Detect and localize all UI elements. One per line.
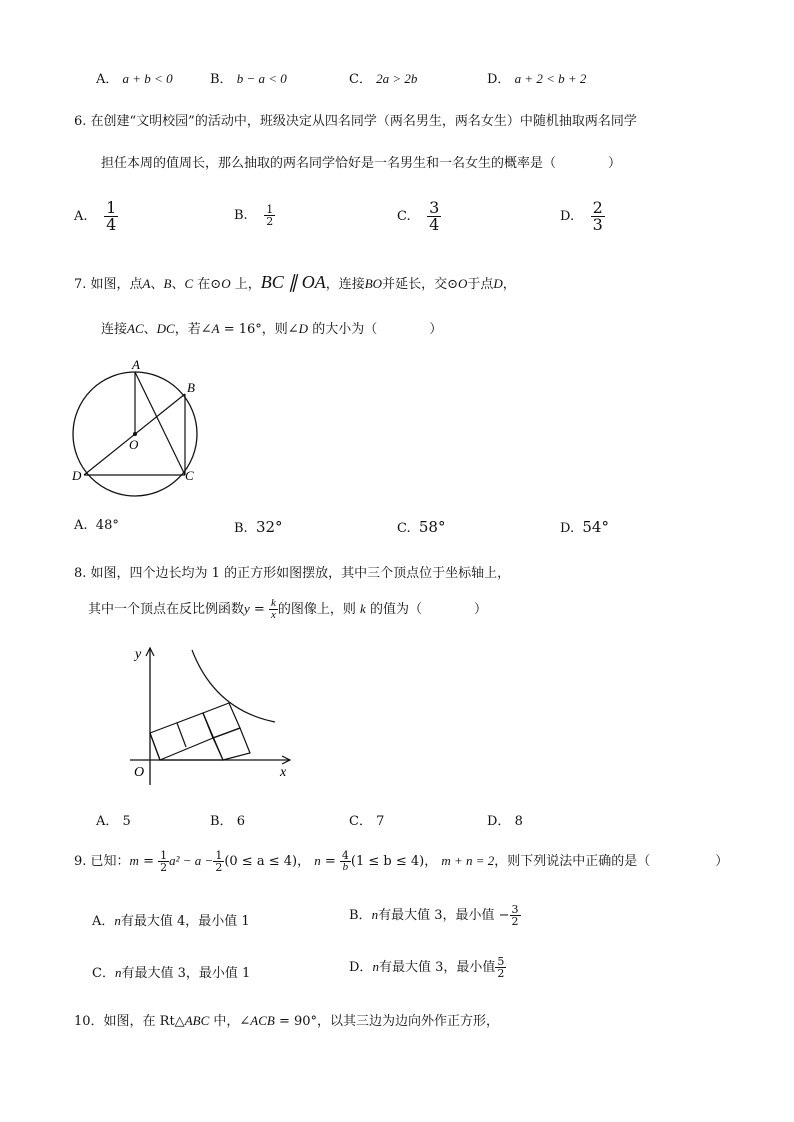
q8-stem-line2: 其中一个顶点在反比例函数y = $\frac{k}{x}$ 的图像上，则 k 的值为（ ）: [88, 597, 487, 621]
q9-option-a: A．n有最大值 4，最小值 1: [92, 913, 250, 929]
label-y: y: [135, 647, 142, 662]
center-dot: [133, 432, 137, 436]
q8-squares-figure: [120, 640, 300, 790]
q6-option-d: D. $\frac{2}{3}$: [560, 198, 603, 234]
square-bottom-right: [213, 728, 250, 760]
q8-option-d: D． 8: [487, 814, 523, 829]
square-edge: [160, 738, 213, 760]
q6-stem-line1: 6. 在创建“文明校园”的活动中，班级决定从四名同学（两名男生，两名女生）中随机抽取两名同学: [74, 114, 637, 129]
hyperbola: [192, 650, 275, 722]
label-o: O: [129, 437, 139, 452]
q5-option-d: D． a + 2 < b + 2: [487, 71, 587, 87]
q6-option-b: B. $\frac{1}{2}$: [234, 203, 274, 228]
segment-ac: [135, 372, 185, 475]
label-x: x: [280, 765, 287, 780]
q7-option-c: C. 58°: [397, 518, 446, 536]
label-b: B: [187, 380, 195, 395]
q8-stem-line1: 8. 如图，四个边长均为 1 的正方形如图摆放，其中三个顶点位于坐标轴上，: [74, 566, 511, 581]
label-d: D: [72, 468, 82, 483]
q5-option-b: B． b − a < 0: [210, 71, 287, 87]
q9-option-d: D．n有最大值 3，最小值 $\frac{5}{2}$: [349, 955, 505, 980]
q7-stem-line2: 连接AC、DC，若∠A = 16°，则∠D 的大小为（ ）: [101, 321, 443, 337]
q8-option-a: A． 5: [96, 814, 131, 829]
q6-option-c: C. $\frac{3}{4}$: [397, 198, 440, 234]
label-o: O: [134, 765, 145, 780]
q8-option-c: C． 7: [349, 814, 385, 829]
q10-stem: 10．如图，在 Rt△ABC 中，∠ACB = 90°，以其三边为边向外作正方形，: [74, 1013, 500, 1029]
q7-option-b: B. 32°: [234, 518, 283, 536]
q7-option-a: A. 48°: [74, 518, 119, 533]
q7-stem-line1: 7. 如图，点A、B、C 在⊙O 上，BC ∥ OA，连接BO并延长，交⊙O于点D，: [74, 272, 516, 292]
label-a: A: [132, 357, 140, 372]
q9-option-b: B．n有最大值 3，最小值 − $\frac{3}{2}$: [349, 903, 519, 928]
square-edge: [150, 733, 160, 760]
label-c: C: [185, 468, 194, 483]
q7-circle-figure: [60, 352, 220, 502]
q7-option-d: D. 54°: [560, 518, 609, 536]
q9-option-c: C．n有最大值 3，最小值 1: [92, 965, 251, 981]
square-edge: [177, 723, 186, 747]
q9-stem: 9. 已知：m = $\frac{1}{2}$ a² − a − $\frac{1}{2}$ (0 ≤ a ≤ 4)， n = $\frac{4}{b}$ (1 ≤ b ≤ 4)， m + n = 2，则下列说法中正确的是（ ）: [74, 849, 729, 874]
q5-option-c: C． 2a > 2b: [349, 71, 418, 87]
q8-option-b: B． 6: [210, 814, 245, 829]
q6-option-a: A. $\frac{1}{4}$: [74, 198, 117, 234]
q5-option-a: A． a + b < 0: [96, 71, 173, 87]
q6-stem-line2: 担任本周的值周长，那么抽取的两名同学恰好是一名男生和一名女生的概率是（ ）: [101, 156, 622, 171]
square-top-right: [203, 703, 240, 738]
